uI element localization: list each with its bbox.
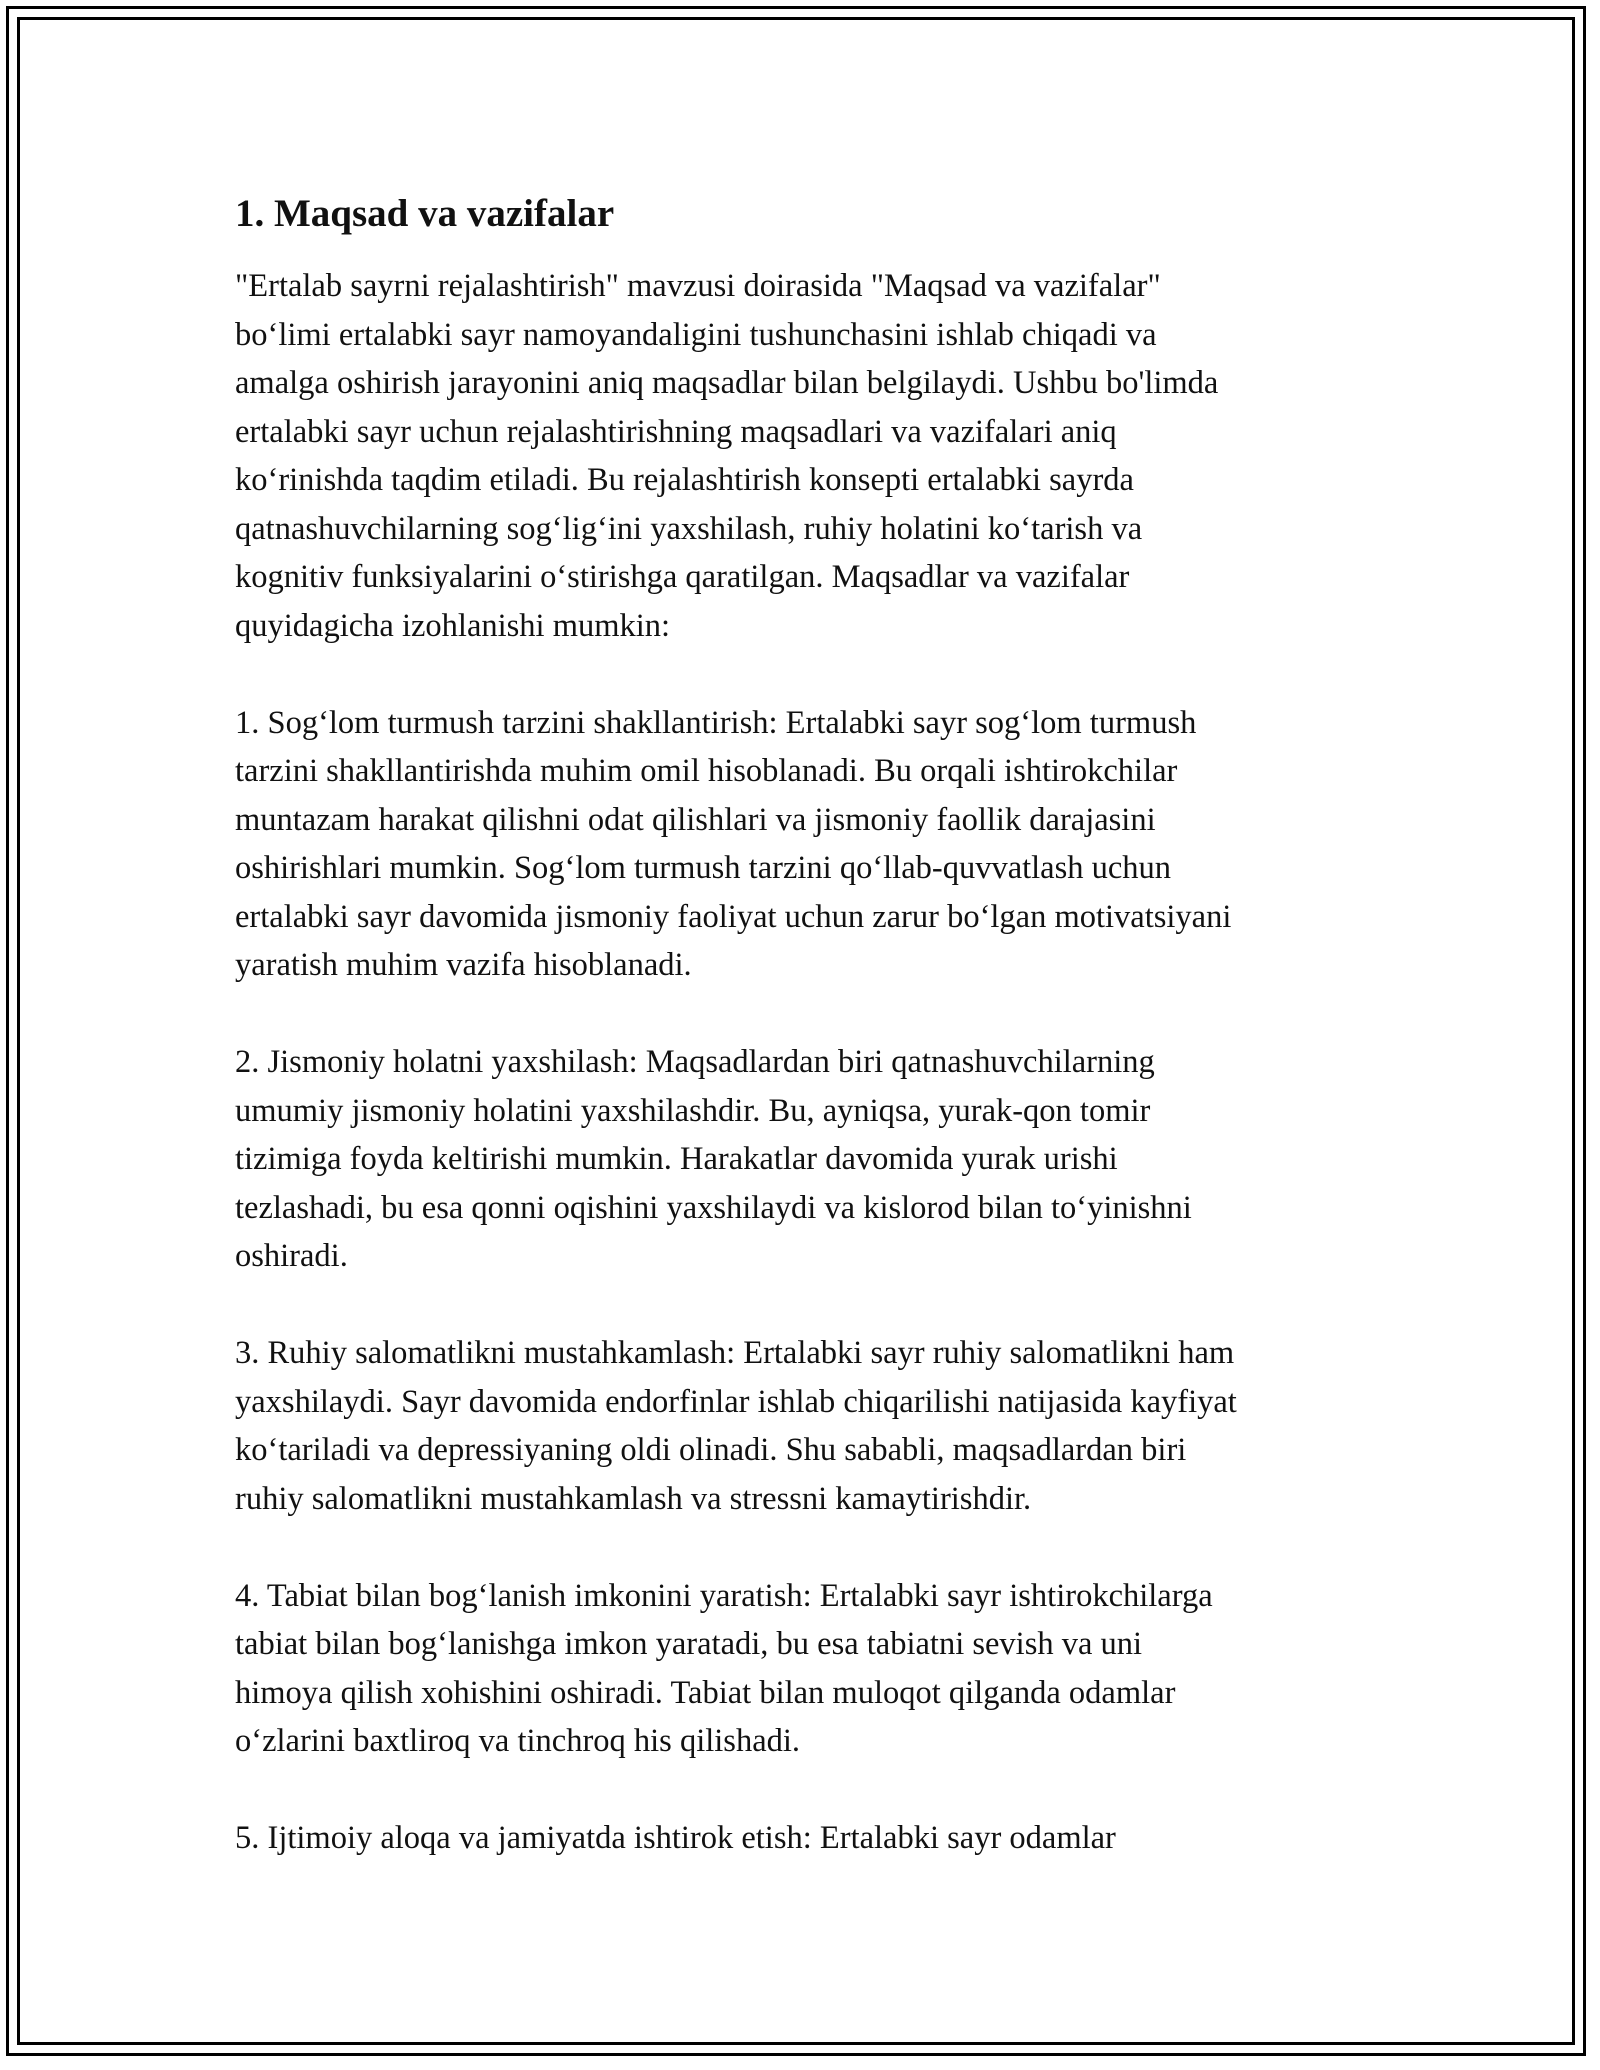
text-line: tarzini shakllantirishda muhim omil hisoblanadi. Bu orqali ishtirokchilar [235, 753, 1178, 789]
text-line: ko‘rinishda taqdim etiladi. Bu rejalashtirish konsepti ertalabki sayrda [235, 462, 1134, 498]
text-line: umumiy jismoniy holatini yaxshilashdir. Bu, ayniqsa, yurak-qon tomir [235, 1092, 1151, 1129]
text-line: oshirishlari mumkin. Sog‘lom turmush tarzini qo‘llab-quvvatlash uchun [235, 850, 1172, 886]
text-line: kognitiv funksiyalarini o‘stirishga qaratilgan. Maqsadlar va vazifalar [235, 559, 1130, 595]
text-line: quyidagicha izohlanishi mumkin: [235, 607, 671, 644]
text-line: 5. Ijtimoiy aloqa va jamiyatda ishtirok etish: Ertalabki sayr odamlar [235, 1820, 1116, 1856]
text-line: ertalabki sayr davomida jismoniy faoliyat uchun zarur bo‘lgan motivatsiyani [235, 898, 1232, 935]
text-line: bo‘limi ertalabki sayr namoyandaligini tushunchasini ishlab chiqadi va [235, 316, 1157, 353]
list-item-1-paragraph [235, 699, 1365, 990]
text-line: muntazam harakat qilishni odat qilishlari va jismoniy faollik darajasini [235, 801, 1156, 838]
list-item-3-paragraph [235, 1329, 1365, 1523]
text-line: qatnashuvchilarning sog‘lig‘ini yaxshilash, ruhiy holatini ko‘tarish va [235, 510, 1143, 547]
text-line: "Ertalab sayrni rejalashtirish" mavzusi doirasida "Maqsad va vazifalar" [235, 268, 1161, 304]
text-line: tabiat bilan bog‘lanishga imkon yaratadi, bu esa tabiatni sevish va uni [235, 1626, 1143, 1662]
text-line: o‘zlarini baxtliroq va tinchroq his qilishadi. [235, 1723, 801, 1759]
text-line: tezlashadi, bu esa qonni oqishini yaxshilaydi va kislorod bilan to‘yinishni [235, 1189, 1192, 1226]
list-item-5-paragraph [235, 1814, 1365, 1863]
text-line: 2. Jismoniy holatni yaxshilash: Maqsadlardan biri qatnashuvchilarning [235, 1044, 1155, 1080]
text-line: himoya qilish xohishini oshiradi. Tabiat bilan muloqot qilganda odamlar [235, 1674, 1176, 1711]
text-line: ko‘tariladi va depressiyaning oldi olinadi. Shu sababli, maqsadlardan biri [235, 1432, 1187, 1468]
text-line: tizimiga foyda keltirishi mumkin. Harakatlar davomida yurak urishi [235, 1141, 1118, 1177]
text-line: yaratish muhim vazifa hisoblanadi. [235, 947, 692, 983]
list-item-2-paragraph [235, 1038, 1365, 1281]
text-line: amalga oshirish jarayonini aniq maqsadlar bilan belgilaydi. Ushbu bo'limda [235, 365, 1219, 401]
text-line: oshiradi. [235, 1238, 348, 1274]
text-line: ruhiy salomatlikni mustahkamlash va stressni kamaytirishdir. [235, 1480, 1032, 1517]
text-line: 4. Tabiat bilan bog‘lanish imkonini yaratish: Ertalabki sayr ishtirokchilarga [235, 1577, 1213, 1614]
text-line: ertalabki sayr uchun rejalashtirishning maqsadlari va vazifalari aniq [235, 413, 1117, 450]
list-item-4-paragraph [235, 1572, 1365, 1766]
text-line: yaxshilaydi. Sayr davomida endorfinlar ishlab chiqarilishi natijasida kayfiyat [235, 1383, 1237, 1420]
text-line: 1. Sog‘lom turmush tarzini shakllantirish: Ertalabki sayr sog‘lom turmush [235, 704, 1197, 741]
section-heading: 1. Maqsad va vazifalar [235, 192, 615, 235]
intro-paragraph [235, 262, 1365, 650]
text-line: 3. Ruhiy salomatlikni mustahkamlash: Ertalabki sayr ruhiy salomatlikni ham [235, 1335, 1235, 1371]
document-body [235, 188, 1365, 1911]
